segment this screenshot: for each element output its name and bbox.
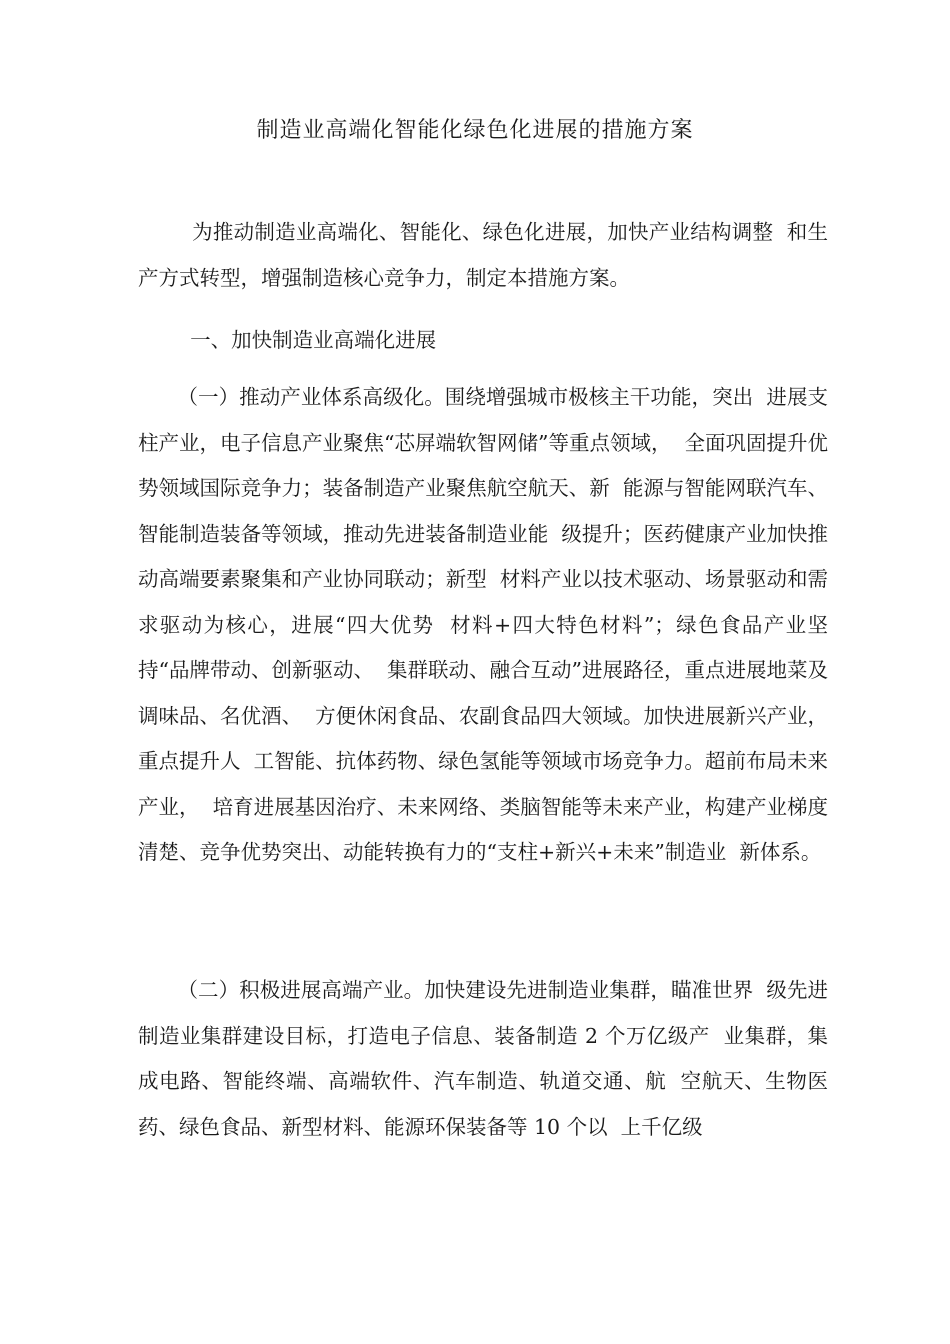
document-title: 制造业高端化智能化绿色化进展的措施方案 [256, 118, 694, 143]
intro-paragraph: 为推动制造业高端化、智能化、绿色化进展，加快产业结构调整 和生产方式转型，增强制造核心竞争力，制定本措施方案。 [138, 220, 828, 290]
subsection-2-paragraph: （二）积极进展高端产业。加快建设先进制造业集群，瞄准世界 级先进制造业集群建设目标，打造电子信息、装备制造 2 个万亿级产 业集群，集成电路、智能终端、高端软件、汽车制造、轨道交通、航 空航天、生物医药、绿色食品、新型材料、能源环保装备等 10 个以 上千亿级 [138, 978, 829, 1139]
subsection-1-paragraph: （一）推动产业体系高级化。围绕增强城市极核主干功能，突出 进展支柱产业，电子信息产业聚焦“芯屏端软智网储”等重点领域， 全面巩固提升优势领域国际竞争力；装备制造产业聚焦航空航天、新 能源与智能网联汽车、智能制造装备等领域，推动先进装备制造业能 级提升；医药健康产业加快推动高端要素聚集和产业协同联动；新型 材料产业以技术驱动、场景驱动和需求驱动为核心，进展“四大优势 材料+四大特色材料”；绿色食品产业坚持“品牌带动、创新驱动、 集群联动、融合互动”进展路径，重点进展地菜及调味品、名优酒、 方便休闲食品、农副食品四大领域。加快进展新兴产业，重点提升人 工智能、抗体药物、绿色氢能等领域市场竞争力。超前布局未来产业， 培育进展基因治疗、未来网络、类脑智能等未来产业，构建产业梯度 清楚、竞争优势突出、动能转换有力的“支柱+新兴+未来”制造业 新体系。 [138, 385, 842, 864]
section-heading-1: 一、加快制造业高端化进展 [138, 328, 437, 352]
